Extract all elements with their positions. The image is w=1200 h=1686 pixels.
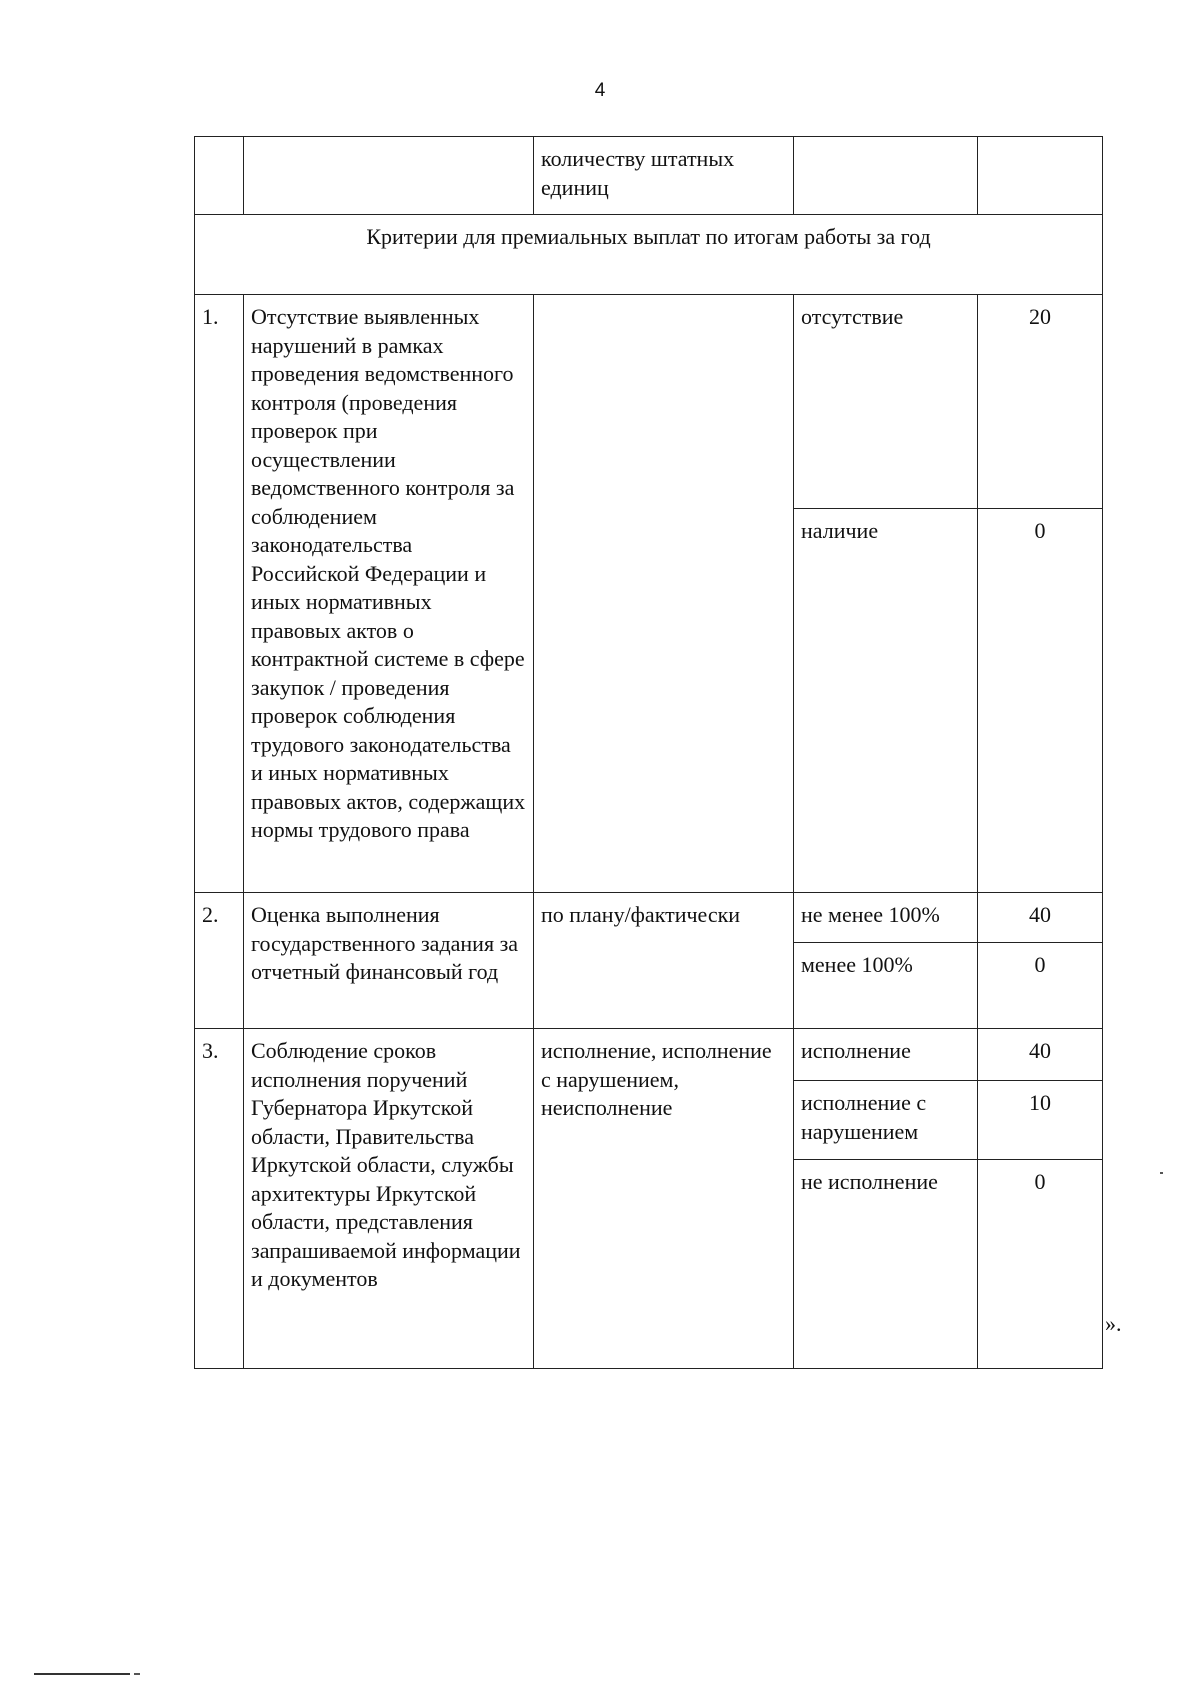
closing-quote: ». [1105,1311,1122,1336]
continuation-condition-cell [794,137,978,215]
continuation-name-cell [244,137,534,215]
continuation-points-cell [978,137,1103,215]
criterion-3-condition-2: исполнение с нарушением [794,1081,978,1160]
criterion-1-num: 1. [195,295,244,893]
footer-rule [34,1673,130,1675]
criterion-3-points-1: 40 [978,1029,1103,1081]
criterion-3-points-2: 10 [978,1081,1103,1160]
criterion-row-2 [195,893,1103,943]
section-header-row [195,215,1103,295]
criterion-3-condition-3: не исполнение [794,1160,978,1369]
criterion-3-condition-1: исполнение [794,1029,978,1081]
criterion-2-num: 2. [195,893,244,1029]
footer-rule-dash [134,1673,140,1675]
criterion-2-points-1: 40 [978,893,1103,943]
criterion-3-name: Соблюдение сроков исполнения поручений Губернатора Иркутской области, Правительства Иркутской области, службы архитектуры Иркутской области, представления запрашиваемой информации и документов [244,1029,534,1369]
continuation-calc-cell: количеству штатных единиц [534,137,794,215]
criterion-row-1 [195,295,1103,509]
criterion-2-condition-1: не менее 100% [794,893,978,943]
criterion-1-condition-2: наличие [794,509,978,893]
criteria-table [194,136,1103,1369]
criterion-2-calc: по плану/фактически [534,893,794,1029]
criterion-1-condition-1: отсутствие [794,295,978,509]
page-number: 4 [594,80,606,101]
criterion-3-calc: исполнение, исполнение с нарушением, неисполнение [534,1029,794,1369]
continuation-row [195,137,1103,215]
criterion-3-num: 3. [195,1029,244,1369]
criterion-1-points-2: 0 [978,509,1103,893]
criterion-1-points-1: 20 [978,295,1103,509]
scan-speck [1160,1172,1163,1174]
section-title: Критерии для премиальных выплат по итогам работы за год [195,215,1103,295]
continuation-num-cell [195,137,244,215]
criterion-1-calc [534,295,794,893]
criterion-2-name: Оценка выполнения государственного задания за отчетный финансовый год [244,893,534,1029]
criterion-row-3 [195,1029,1103,1081]
criterion-2-points-2: 0 [978,943,1103,1029]
criterion-3-points-3: 0 [978,1160,1103,1369]
criterion-1-name: Отсутствие выявленных нарушений в рамках проведения ведомственного контроля (проведения проверок при осуществлении ведомственного контроля за соблюдением законодательства Российской Федерации и иных нормативных правовых актов о контрактной системе в сфере закупок / проведения проверок соблюдения трудового законодательства и иных нормативных правовых актов, содержащих нормы трудового права [244,295,534,893]
criterion-2-condition-2: менее 100% [794,943,978,1029]
